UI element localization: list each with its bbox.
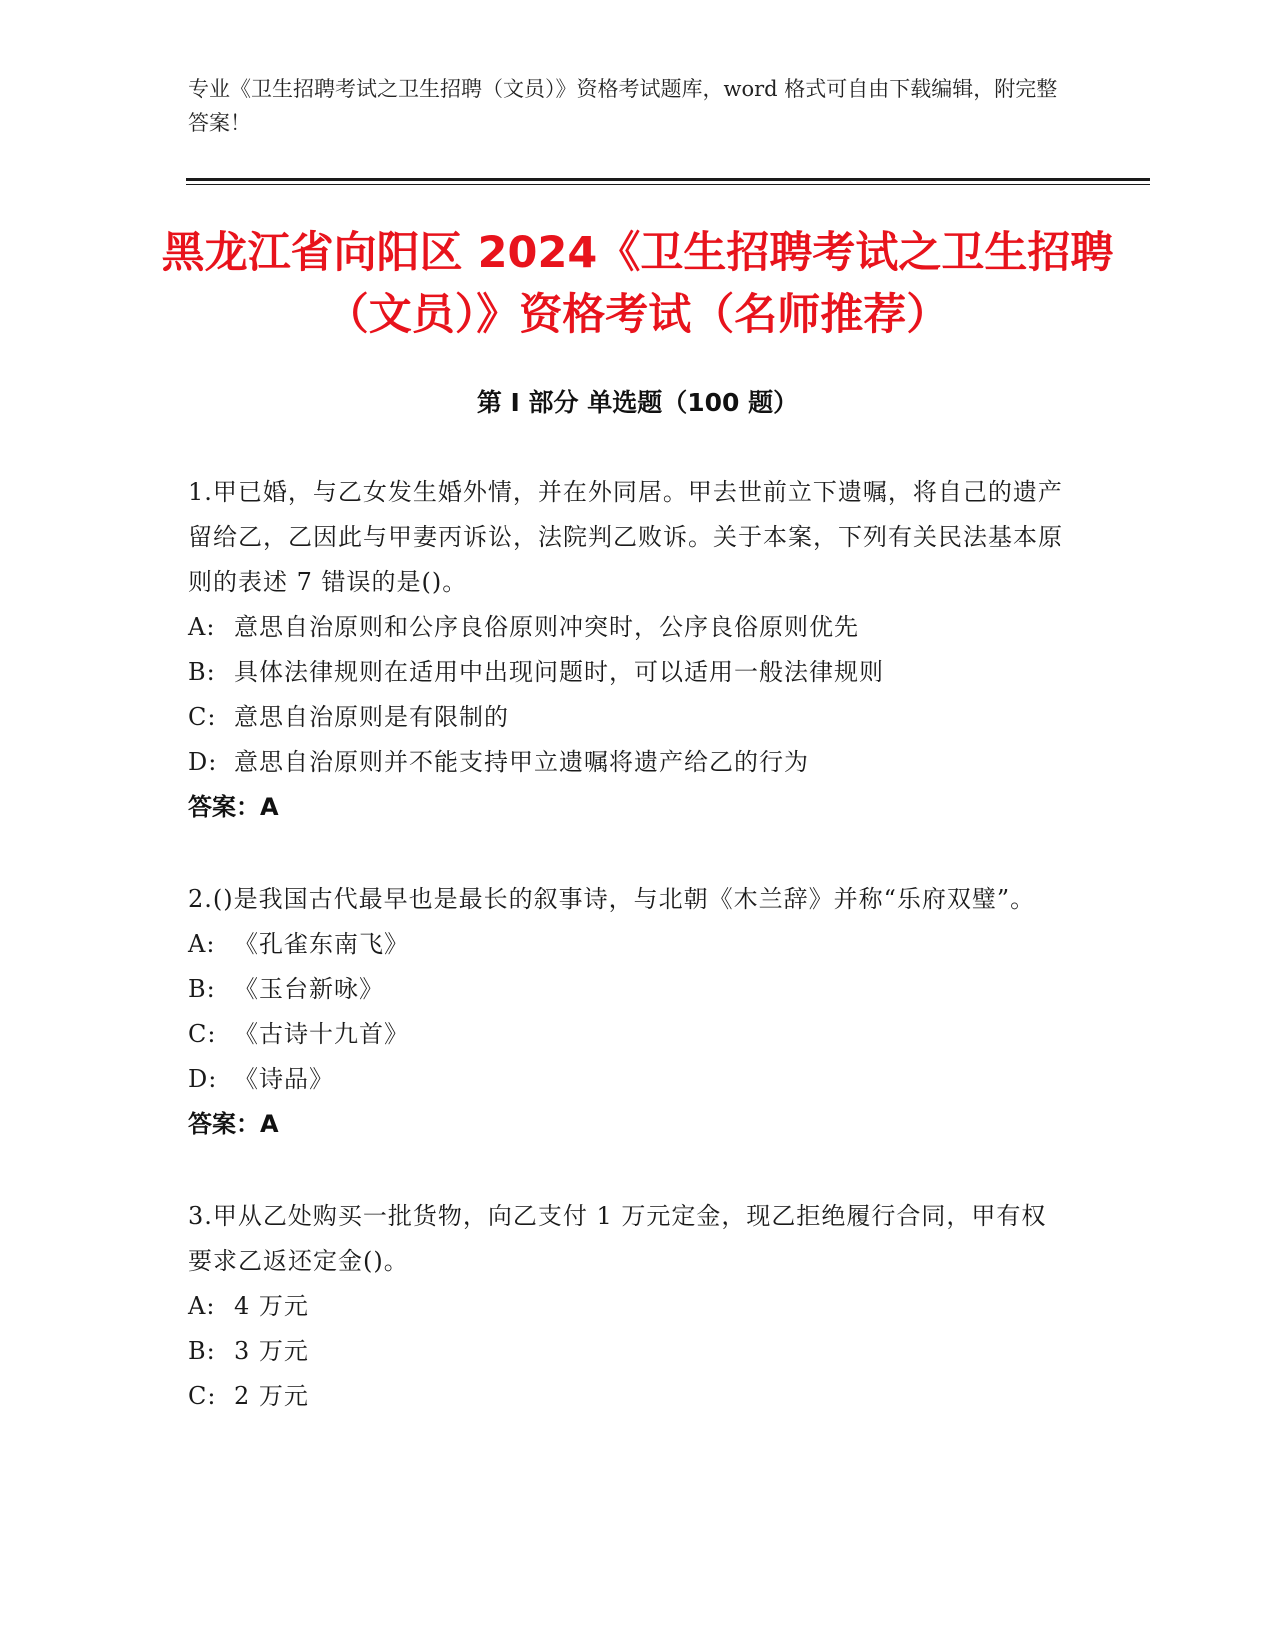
option-a (188, 1284, 1063, 1329)
header-rule-thin (186, 184, 1150, 185)
section-heading: 第 I 部分 单选题（100 题） (476, 388, 799, 417)
header-rule-thick (186, 178, 1150, 181)
question-text: 3.甲从乙处购买一批货物，向乙支付 1 万元定金，现乙拒绝履行合同，甲有权要求乙返还定金()。 (188, 1202, 1047, 1275)
option-letter: D: (188, 748, 218, 776)
option-text: 4 万元 (234, 1292, 309, 1320)
option-text: 《玉台新咏》 (234, 975, 384, 1003)
answer: 答案：A (188, 793, 279, 821)
option-text: 《孔雀东南飞》 (234, 930, 409, 958)
answer: 答案：A (188, 1110, 279, 1138)
option-b (188, 650, 1063, 695)
option-letter: C: (188, 1020, 217, 1048)
option-letter: B: (188, 658, 216, 686)
option-c (188, 695, 1063, 740)
option-a (188, 922, 1063, 967)
option-text: 2 万元 (234, 1382, 309, 1410)
option-text: 《诗品》 (234, 1065, 334, 1093)
question-2 (188, 877, 1063, 1147)
option-a (188, 605, 1063, 650)
option-text: 意思自治原则是有限制的 (234, 703, 509, 731)
option-letter: D: (188, 1065, 218, 1093)
option-text: 意思自治原则和公序良俗原则冲突时，公序良俗原则优先 (234, 613, 859, 641)
question-text: 2.()是我国古代最早也是最长的叙事诗，与北朝《木兰辞》并称“乐府双璧”。 (188, 885, 1036, 913)
option-c (188, 1012, 1063, 1057)
option-letter: A: (188, 930, 216, 958)
option-letter: A: (188, 613, 216, 641)
option-d (188, 740, 1063, 785)
option-letter: C: (188, 703, 217, 731)
option-text: 意思自治原则并不能支持甲立遗嘱将遗产给乙的行为 (234, 748, 809, 776)
question-list (188, 470, 1063, 1466)
question-3 (188, 1194, 1063, 1419)
option-text: 具体法律规则在适用中出现问题时，可以适用一般法律规则 (234, 658, 884, 686)
header-note: 专业《卫生招聘考试之卫生招聘（文员）》资格考试题库，word 格式可自由下载编辑，附完整答案！ (188, 77, 1058, 135)
question-1 (188, 470, 1063, 830)
option-text: 3 万元 (234, 1337, 309, 1365)
option-letter: B: (188, 1337, 216, 1365)
option-letter: B: (188, 975, 216, 1003)
option-c (188, 1374, 1063, 1419)
option-text: 《古诗十九首》 (234, 1020, 409, 1048)
option-b (188, 967, 1063, 1012)
option-b (188, 1329, 1063, 1374)
option-letter: C: (188, 1382, 217, 1410)
option-letter: A: (188, 1292, 216, 1320)
option-d (188, 1057, 1063, 1102)
document-title: 黑龙江省向阳区 2024《卫生招聘考试之卫生招聘（文员）》资格考试（名师推荐） (161, 228, 1114, 340)
question-text: 1.甲已婚，与乙女发生婚外情，并在外同居。甲去世前立下遗嘱，将自己的遗产留给乙，乙因此与甲妻丙诉讼，法院判乙败诉。关于本案，下列有关民法基本原则的表述 7 错误的是()。 (188, 478, 1063, 596)
